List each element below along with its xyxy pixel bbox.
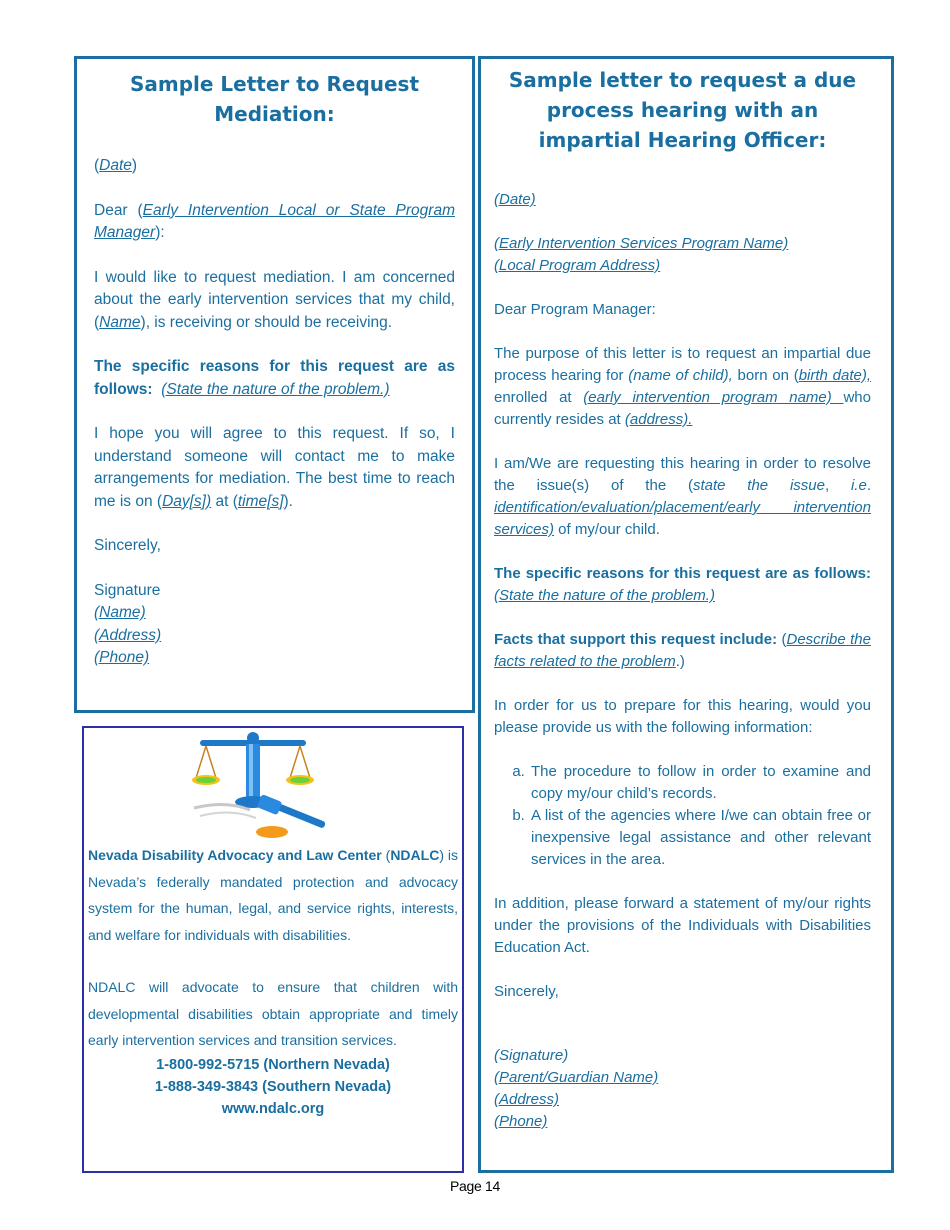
parent-name-placeholder: (Parent/Guardian Name) (494, 1069, 659, 1086)
issues-paragraph: I am/We are requesting this hearing in order to resolve the issue(s) of the (state the issue, i.e. identification/evaluation/placement/early intervention services) of my/our child. (494, 455, 871, 538)
page-number: Page 14 (449, 1178, 501, 1194)
list-item: a. The procedure to follow in order to examine and copy my/our child’s records. (529, 761, 871, 805)
ndalc-description: Nevada Disability Advocacy and Law Center (NDALC) is Nevada’s federally mandated protection and advocacy system for the human, legal, and service rights, interests, and welfare for individuals with disabilities. (88, 847, 458, 943)
time-placeholder: time[s] (237, 492, 284, 510)
phone-north: 1-800-992-5715 (Northern Nevada) (156, 1056, 390, 1073)
address-placeholder: (Address) (94, 626, 162, 644)
child-name-placeholder: Name (99, 313, 141, 331)
closing: Sincerely, (494, 983, 559, 1000)
date-placeholder: Date (99, 157, 132, 174)
phone-placeholder: (Phone) (494, 1113, 548, 1130)
due-process-letter-title: Sample letter to request a due process hearing with an impartial Hearing Officer: (508, 68, 857, 152)
day-placeholder: Day[s]) (162, 492, 212, 510)
contact-paragraph: I hope you will agree to this request. If so, I understand someone will contact me to make arrangements for mediation. The best time to reach me is on (Day[s]) at (time[s]). (94, 425, 455, 510)
phone-south: 1-888-349-3843 (Southern Nevada) (154, 1078, 392, 1095)
problem-placeholder: (State the nature of the problem.) (161, 380, 390, 398)
ndalc-info-panel (82, 726, 464, 1173)
letter-date-line: (Date) (94, 157, 138, 174)
program-name-placeholder: (Early Intervention Services Program Name) (494, 235, 789, 252)
information-list (494, 761, 871, 871)
website-link[interactable]: www.ndalc.org (221, 1100, 325, 1117)
manager-placeholder: Early Intervention Local or State Program Manager (94, 201, 455, 241)
closing: Sincerely, (94, 537, 161, 554)
program-address-placeholder: (Local Program Address) (494, 257, 661, 274)
request-paragraph: I would like to request mediation. I am concerned about the early intervention services that my child, (Name), is receiving or should be receiving. (94, 268, 455, 331)
mediation-letter-panel (74, 56, 475, 713)
purpose-paragraph: The purpose of this letter is to request an impartial due process hearing for (name of child), born on (birth date), enrolled at (early intervention program name) who currently resides at (address). (494, 345, 871, 428)
signature-placeholder: (Signature) (494, 1047, 569, 1064)
phone-placeholder: (Phone) (94, 649, 150, 666)
date-placeholder: (Date) (494, 191, 536, 208)
reasons-paragraph: The specific reasons for this request are as follows: (State the nature of the problem.) (494, 565, 871, 604)
rights-paragraph: In addition, please forward a statement of my/our rights under the provisions of the Individuals with Disabilities Education Act. (494, 895, 871, 956)
reasons-paragraph: The specific reasons for this request are as follows: (State the nature of the problem.) (94, 358, 455, 398)
scales-of-justice-icon (186, 730, 336, 842)
information-request-paragraph: In order for us to prepare for this hearing, would you please provide us with the following information: (494, 697, 871, 736)
salutation: Dear Program Manager: (494, 301, 656, 318)
address-placeholder: (Address) (494, 1091, 560, 1108)
list-item: b. A list of the agencies where I/we can obtain free or inexpensive legal assistance and other relevant services in the area. (529, 805, 871, 871)
name-placeholder: (Name) (94, 604, 146, 621)
salutation: Dear (Early Intervention Local or State Program Manager): (94, 201, 455, 241)
signature-label: Signature (94, 581, 161, 599)
mediation-letter-title: Sample Letter to Request Mediation: (129, 72, 420, 126)
ndalc-advocacy: NDALC will advocate to ensure that children with developmental disabilities obtain appropriate and timely early intervention services and transition services. (88, 979, 458, 1048)
facts-paragraph: Facts that support this request include: (Describe the facts related to the problem.) (494, 631, 871, 670)
due-process-letter-panel (478, 56, 894, 1173)
